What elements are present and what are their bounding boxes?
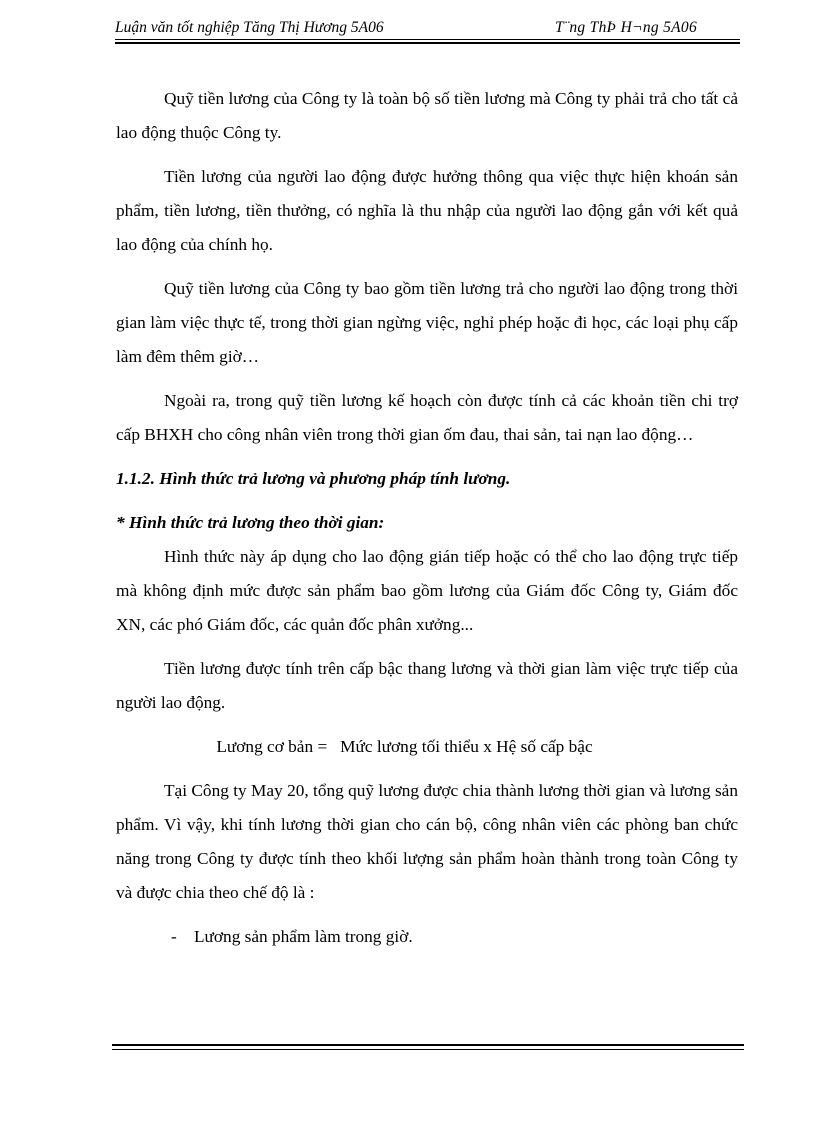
bullet-text: Lương sản phẩm làm trong giờ. (194, 927, 413, 946)
footer-rule-thick (112, 1044, 744, 1046)
header-rule-thick (115, 42, 740, 44)
section-heading: 1.1.2. Hình thức trả lương và phương pháp tính lương. (116, 469, 511, 488)
paragraph: Ngoài ra, trong quỹ tiền lương kế hoạch còn được tính cả các khoản tiền chi trợ cấp BHXH cho công nhân viên trong thời gian ốm đau, thai sản, tai nạn lao động… (116, 391, 738, 444)
bullet-marker: - (171, 927, 177, 946)
footer-rule-thin (112, 1049, 744, 1050)
header-rule-thin (115, 39, 740, 40)
document-body (116, 82, 738, 954)
paragraph: Hình thức này áp dụng cho lao động gián tiếp hoặc có thể cho lao động trực tiếp mà không định mức được sản phẩm bao gồm lương của Giám đốc Công ty, Giám đốc XN, các phó Giám đốc, các quản đốc phân xưởng... (116, 547, 738, 634)
sub-heading: * Hình thức trả lương theo thời gian: (116, 513, 385, 532)
header-left-text: Luận văn tốt nghiệp Tăng Thị Hương 5A06 (115, 19, 384, 36)
formula: Lương cơ bản = Mức lương tối thiểu x Hệ số cấp bậc (216, 737, 593, 756)
paragraph: Tiền lương của người lao động được hưởng thông qua việc thực hiện khoán sản phẩm, tiền lương, tiền thưởng, có nghĩa là thu nhập của người lao động gắn với kết quả lao động của chính họ. (116, 167, 738, 254)
paragraph: Quỹ tiền lương của Công ty bao gồm tiền lương trả cho người lao động trong thời gian làm việc thực tế, trong thời gian ngừng việc, nghỉ phép hoặc đi học, các loại phụ cấp làm đêm thêm giờ… (116, 279, 738, 366)
paragraph: Tiền lương được tính trên cấp bậc thang lương và thời gian làm việc trực tiếp của người lao động. (116, 659, 738, 712)
paragraph: Tại Công ty May 20, tổng quỹ lương được chia thành lương thời gian và lương sản phẩm. Vì vậy, khi tính lương thời gian cho cán bộ, công nhân viên các phòng ban chức năng trong Công ty được tính theo khối lượng sản phẩm hoàn thành trong toàn Công ty và được chia theo chế độ là : (116, 781, 738, 902)
header-right-text: T¨ng ThÞ H¬ng 5A06 (555, 19, 698, 36)
page-header (115, 19, 740, 39)
list-item (116, 920, 738, 954)
paragraph: Quỹ tiền lương của Công ty là toàn bộ số tiền lương mà Công ty phải trả cho tất cả lao động thuộc Công ty. (116, 89, 738, 142)
